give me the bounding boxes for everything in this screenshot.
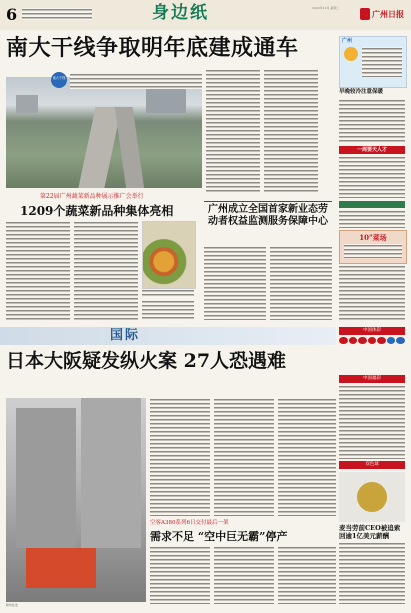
story4-col-1 [150, 398, 210, 516]
building-left [16, 408, 76, 548]
sidebar-notice [339, 265, 405, 321]
headline-top-story: 南大干线争取明年底建成通车 [6, 35, 299, 61]
top-story-intro [70, 73, 202, 89]
road-shape [76, 107, 121, 188]
section-title: 身边纸 [152, 3, 209, 23]
photo-vegetables [142, 221, 196, 289]
weather-box [339, 36, 407, 88]
story4-col-3 [278, 398, 336, 516]
masthead-title: 广州日报 [372, 9, 404, 19]
fire-truck [26, 548, 96, 588]
story2-col-3 [142, 300, 194, 320]
story5-headline: 需求不足 “空中巨无霸”停产 [150, 530, 288, 543]
lede-badge: 南大干线 [51, 72, 67, 88]
weather-body [339, 99, 405, 143]
story2-kicker: 第22届广州蔬菜新品种展示推广会举行 [40, 193, 144, 200]
header-left-small [22, 8, 92, 20]
masthead-logo-icon [360, 8, 370, 20]
story4-headline: 日本大阪疑发纵火案 27人恐遇难 [6, 350, 287, 372]
sidebar-promo-text: 10"菜场 [359, 233, 387, 242]
story2-headline: 1209个蔬菜新品种集体亮相 [20, 204, 174, 218]
story5-col-1 [150, 546, 210, 604]
story3-col-1 [204, 246, 266, 320]
right-bottom-headline: 麦当劳前CEO被追索回逾1亿美元薪酬 [339, 524, 401, 540]
masthead [360, 4, 404, 24]
top-story-col-1 [206, 69, 260, 194]
sidebar-ad-heading: 一周要天人才 [339, 146, 405, 154]
photo-vegetables-caption [142, 289, 194, 297]
international-banner [0, 327, 336, 345]
right-bottom-body [339, 542, 405, 604]
road-shape-2 [115, 107, 146, 188]
sun-icon [344, 47, 358, 61]
story4-col-2 [214, 398, 274, 516]
lottery-strip-1: 中国体彩 [339, 327, 405, 335]
story3-box [204, 201, 332, 244]
logo-shape [357, 482, 387, 512]
story5-col-3 [278, 546, 336, 604]
story3-col-2 [270, 246, 332, 320]
header-date: 2022年12月 星期二 [312, 6, 340, 10]
sidebar-ad-body [339, 156, 405, 198]
lottery-strip-3: 双色球 [339, 461, 405, 469]
sidebar-green-strip [339, 201, 405, 208]
story2-col-2 [74, 221, 138, 321]
photo-fire-caption: 新华社发 [6, 603, 19, 607]
story5-kicker: 空客A380系列6日交付最后一架 [150, 520, 229, 526]
building-shape [146, 89, 186, 113]
weather-city: 广州 [342, 38, 353, 44]
weather-title: 早晚较冷注意保暖 [339, 89, 384, 95]
story3-headline: 广州成立全国首家新业态劳动者权益监测服务保障中心 [208, 204, 328, 227]
story5-col-2 [214, 546, 274, 604]
sidebar-promo-box [339, 230, 407, 264]
building-right [81, 398, 141, 548]
lottery-strip-2: 中国福彩 [339, 375, 405, 383]
story2-col-1 [6, 221, 70, 321]
lottery-table [339, 385, 405, 459]
page-number: 6 [6, 5, 18, 24]
lottery-balls-1 [339, 337, 405, 373]
building-shape-2 [16, 95, 38, 113]
top-story-col-2 [264, 69, 318, 194]
sidebar-list [339, 210, 405, 228]
photo-highway [6, 77, 202, 188]
photo-mcdonalds [339, 472, 405, 522]
photo-fire-scene [6, 398, 146, 602]
international-label: 国际 [110, 328, 141, 343]
